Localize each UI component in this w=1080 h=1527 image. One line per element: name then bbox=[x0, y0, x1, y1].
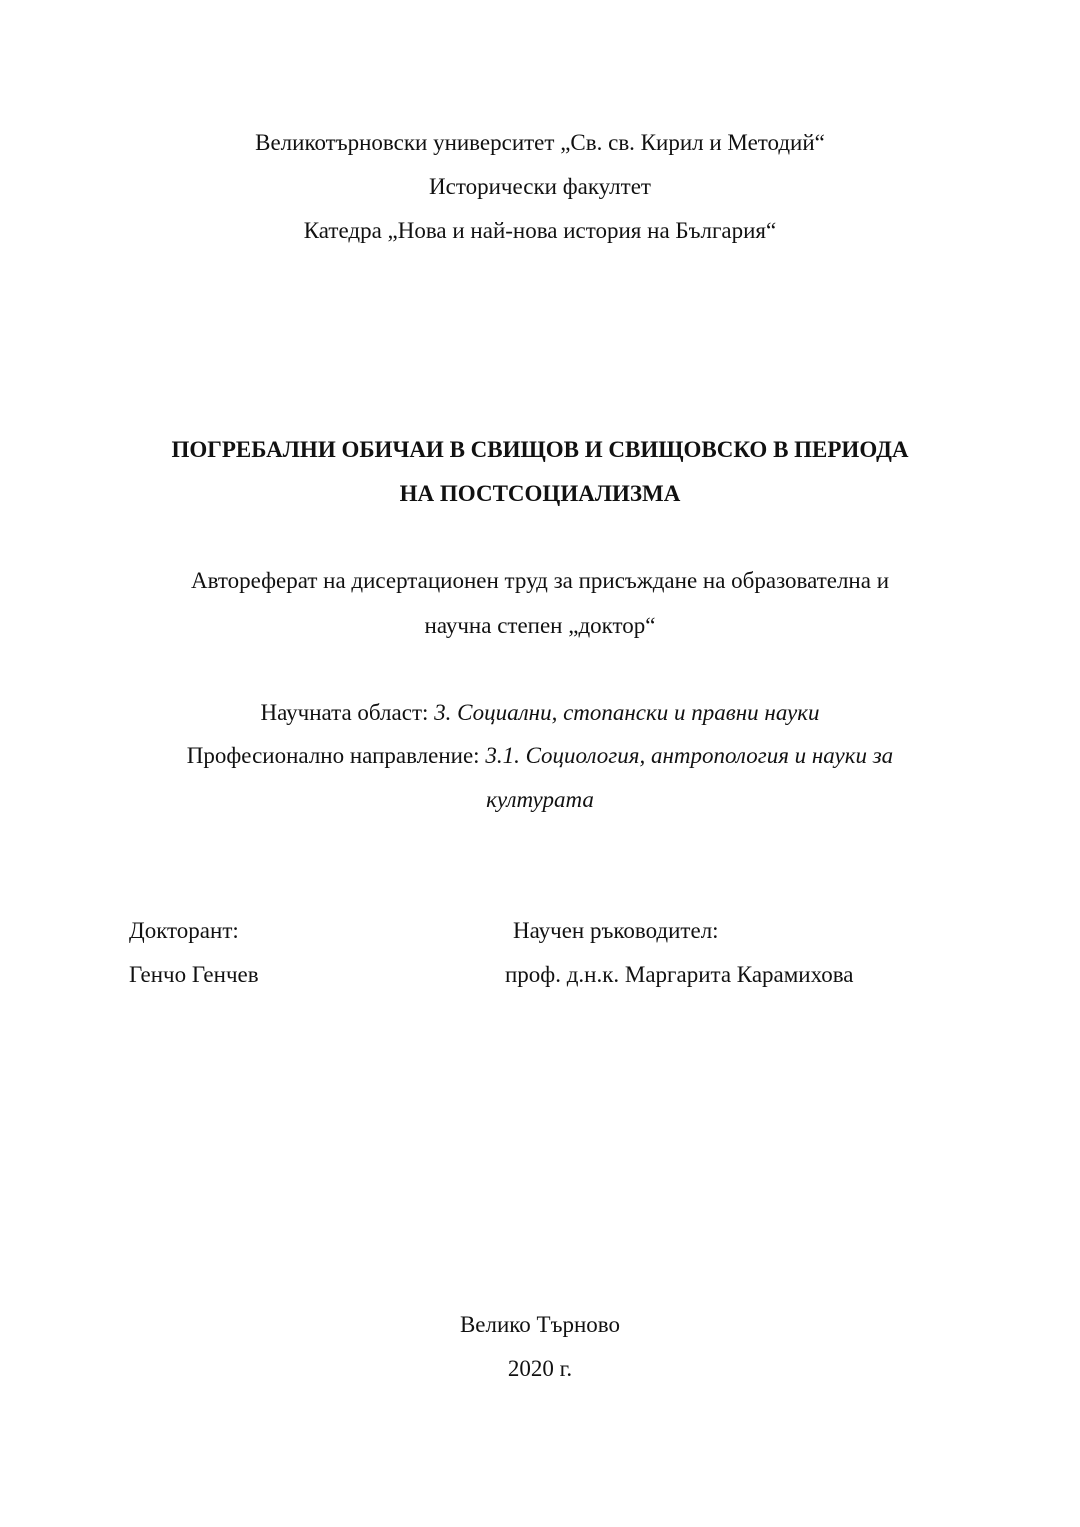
dissertation-title-line-2: НА ПОСТСОЦИАЛИЗМА bbox=[399, 481, 681, 506]
supervisor-label: Научен ръководител: bbox=[513, 918, 719, 943]
faculty-name: Исторически факултет bbox=[429, 174, 651, 199]
professional-direction-label: Професионално направление: bbox=[186, 743, 486, 768]
abstract-description-line-2: научна степен „доктор“ bbox=[424, 613, 656, 638]
dissertation-title-line-1: ПОГРЕБАЛНИ ОБИЧАИ В СВИЩОВ И СВИЩОВСКО В ПЕРИОДА bbox=[171, 437, 909, 462]
doctorant-name: Генчо Генчев bbox=[129, 962, 259, 987]
year: 2020 г. bbox=[507, 1356, 573, 1381]
university-name: Великотърновски университет „Св. св. Кирил и Методий“ bbox=[255, 130, 825, 155]
abstract-description-line-1: Автореферат на дисертационен труд за присъждане на образователна и bbox=[190, 568, 890, 593]
doctorant-label: Докторант: bbox=[129, 918, 239, 943]
professional-direction bbox=[0, 741, 1080, 771]
scientific-field bbox=[0, 698, 1080, 728]
professional-direction-value-continued: културата bbox=[486, 787, 594, 812]
scientific-field-label: Научната област: bbox=[260, 700, 435, 725]
city: Велико Търново bbox=[459, 1312, 621, 1337]
scientific-field-value: 3. Социални, стопански и правни науки bbox=[434, 700, 820, 725]
department-name: Катедра „Нова и най-нова история на България“ bbox=[303, 218, 777, 243]
professional-direction-value: 3.1. Социология, антропология и науки за bbox=[485, 743, 894, 768]
supervisor-name: проф. д.н.к. Маргарита Карамихова bbox=[505, 962, 854, 987]
